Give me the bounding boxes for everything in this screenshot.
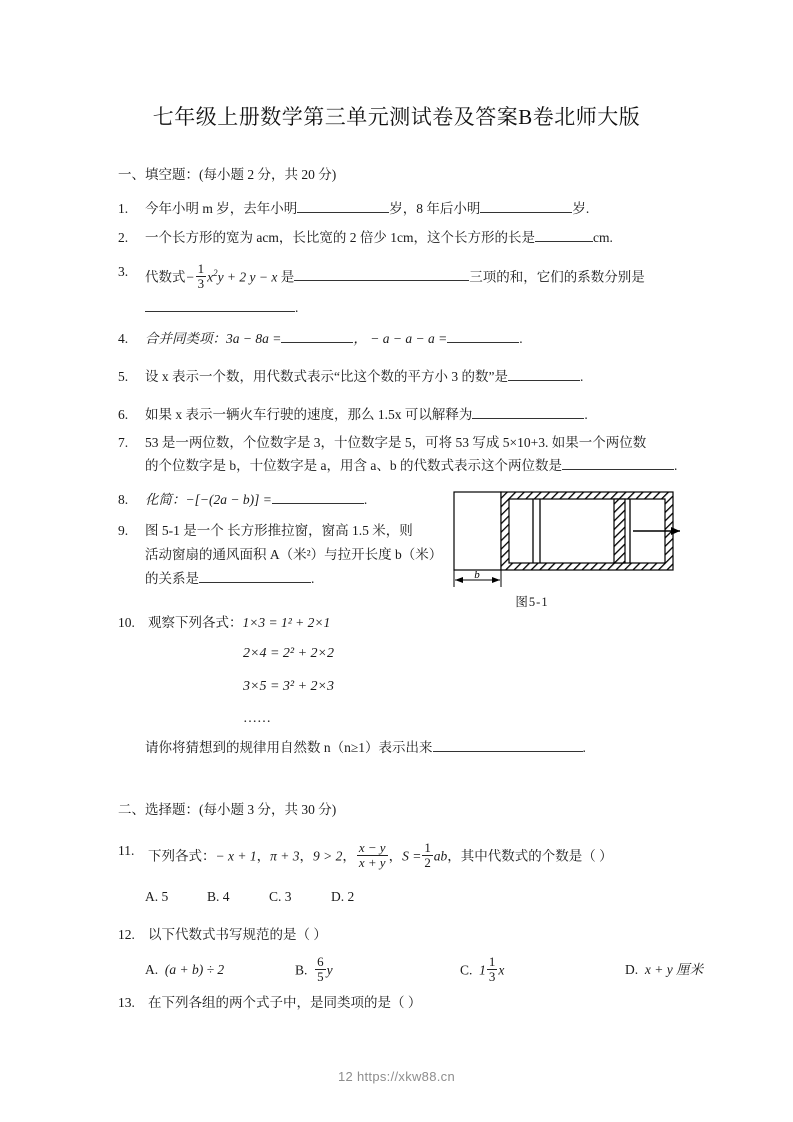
option-label: A.	[145, 889, 159, 904]
question-number: 12.	[118, 927, 135, 942]
option-text: 2	[347, 889, 355, 904]
pattern-equation-3-row	[243, 679, 334, 695]
option-label: C.	[460, 962, 473, 978]
answer-blank[interactable]	[480, 199, 572, 213]
option-text: x + y 厘米	[644, 962, 704, 978]
fraction-denominator: 2	[424, 854, 431, 870]
question-number: 3.	[118, 264, 129, 279]
question-3-line2	[145, 298, 298, 318]
fraction-numerator: 1	[424, 840, 431, 855]
question-number: 5.	[118, 369, 129, 384]
pattern-equation-2: 2×4 = 2² + 2×2	[243, 646, 334, 661]
option-b[interactable]	[295, 955, 460, 984]
expression-item-5-prefix: S =	[402, 848, 422, 864]
pattern-ellipsis-row	[243, 711, 271, 727]
answer-blank[interactable]	[562, 456, 674, 470]
answer-blank[interactable]	[281, 329, 353, 343]
option-label: B.	[207, 889, 220, 904]
fraction-numerator: 6	[317, 954, 324, 969]
answer-blank[interactable]	[433, 738, 583, 752]
question-2	[118, 228, 613, 248]
option-b[interactable]	[207, 889, 269, 905]
option-label: D.	[331, 889, 345, 904]
question-text: 设 x 表示一个数，用代数式表示“比这个数的平方小 3 的数”是	[145, 369, 508, 384]
question-13	[118, 993, 421, 1013]
variable-x: x	[207, 269, 214, 285]
question-text: 化简：−[−(2a − b)] =	[145, 492, 272, 507]
question-text: .	[582, 740, 586, 755]
question-text: 观察下列各式：	[148, 615, 243, 630]
figure-caption: 图5-1	[515, 595, 549, 609]
question-text: 53 是一两位数，个位数字是 3，十位数字是 5，可将 53 写成 5×10+3. 如果一个两位数	[145, 435, 647, 450]
fraction-numerator: x − y	[358, 840, 386, 855]
mixed-number-whole: 1	[479, 962, 486, 978]
question-7-line2	[145, 456, 677, 476]
exponent: 2	[213, 267, 218, 278]
option-text: 3	[284, 889, 292, 904]
question-text: ， − a − a − a =	[353, 331, 448, 346]
question-6	[118, 405, 588, 425]
question-number: 6.	[118, 407, 129, 422]
question-text: 以下代数式书写规范的是（ ）	[148, 927, 327, 942]
answer-blank[interactable]	[508, 367, 580, 381]
question-text: 今年小明 m 岁，去年小明	[145, 201, 298, 216]
question-text: 是	[280, 269, 295, 285]
pattern-equation-1: 1×3 = 1² + 2×1	[242, 615, 331, 630]
option-c[interactable]	[269, 889, 331, 905]
page-title: 七年级上册数学第三单元测试卷及答案B卷北师大版	[152, 105, 641, 129]
option-label: A.	[145, 962, 159, 978]
option-text: y	[326, 962, 333, 978]
question-10	[118, 613, 330, 633]
answer-blank[interactable]	[272, 490, 364, 504]
question-7	[118, 433, 646, 453]
question-number: 4.	[118, 331, 129, 346]
option-a[interactable]	[145, 889, 207, 905]
question-text: 一个长方形的宽为 acm，长比宽的 2 倍少 1cm，这个长方形的长是	[145, 230, 535, 245]
expression-tail: y + 2 y − x	[217, 269, 278, 285]
question-text: ，其中代数式的个数是（ ）	[447, 848, 613, 864]
dimension-arrow-left	[455, 577, 463, 583]
question-12	[118, 925, 327, 945]
question-text: 图 5-1 是一个 长方形推拉窗，窗高 1.5 米，则	[145, 523, 413, 538]
fraction-one-third	[196, 262, 206, 291]
expression-item-2: π + 3	[270, 848, 300, 864]
question-text: 代数式	[145, 269, 186, 285]
question-text: 下列各式：	[148, 848, 216, 864]
window-diagram-svg	[452, 487, 687, 592]
option-label: D.	[625, 962, 639, 978]
question-text: 的关系是	[145, 571, 199, 586]
question-number: 1.	[118, 201, 129, 216]
question-text: 岁，8 年后小明	[389, 201, 481, 216]
question-text: .	[584, 407, 588, 422]
question-9-line3	[145, 569, 314, 589]
question-text: 活动窗扇的通风面积 A（米²）与拉开长度 b（米）	[145, 547, 443, 562]
question-1	[118, 199, 589, 219]
question-11: 11. 下列各式：− x + 1，π + 3，9 > 2， $\frac{x - y}{x + y}$ ，S = $\frac{1}{2}$ ab，其中代数式的个数是（ ）	[118, 840, 613, 870]
question-9	[118, 521, 413, 541]
answer-blank[interactable]	[472, 405, 584, 419]
expression-item-5-tail: ab	[433, 848, 448, 864]
question-number: 10.	[118, 615, 135, 630]
question-text: 在下列各组的两个式子中，是同类项的是（ ）	[148, 995, 422, 1010]
question-text: .	[673, 458, 678, 473]
fraction-denominator: 5	[317, 968, 324, 984]
question-text: cm.	[592, 230, 613, 245]
fraction-one-half	[422, 841, 432, 870]
fraction-denominator: x + y	[358, 854, 386, 870]
answer-blank[interactable]	[535, 228, 593, 242]
expression-item-1: − x + 1	[215, 848, 257, 864]
question-12-options	[145, 955, 703, 984]
question-text: 如果 x 表示一辆火车行驶的速度，那么 1.5x 可以解释为	[145, 407, 473, 422]
fraction-numerator: 1	[488, 954, 496, 969]
option-d[interactable]	[625, 958, 703, 978]
option-text: x	[498, 962, 505, 978]
question-5	[118, 367, 583, 387]
footer-watermark: 12 https://xkw88.cn	[338, 1069, 455, 1084]
option-text: 4	[222, 889, 230, 904]
question-number: 13.	[118, 995, 135, 1010]
question-number: 9.	[118, 523, 129, 538]
question-number: 8.	[118, 492, 129, 507]
question-text: .	[579, 369, 584, 384]
section-heading-fill-in-blank: 一、填空题：(每小题 2 分，共 20 分)	[118, 167, 337, 182]
fraction-numerator: 1	[197, 261, 205, 276]
pattern-ellipsis: ……	[243, 711, 271, 726]
fraction-six-fifths	[315, 955, 325, 984]
pattern-equation-3: 3×5 = 3² + 2×3	[243, 679, 334, 694]
option-a[interactable]	[145, 962, 295, 978]
minus-sign: −	[185, 269, 195, 285]
sliding-window-figure	[452, 487, 687, 597]
question-number: 2.	[118, 230, 129, 245]
question-4	[118, 329, 523, 349]
pattern-equation-2-row	[243, 646, 334, 662]
question-text: .	[363, 492, 368, 507]
fraction-denominator: 3	[197, 275, 205, 291]
question-text: .	[519, 331, 523, 346]
question-number: 11.	[118, 843, 135, 858]
direction-arrow-head	[671, 527, 680, 535]
expression-item-3: 9 > 2	[312, 848, 343, 864]
question-3	[118, 262, 645, 291]
option-c[interactable]	[460, 955, 625, 984]
answer-blank[interactable]	[297, 199, 389, 213]
question-text: .	[295, 300, 299, 315]
dimension-label-b: b	[474, 569, 480, 581]
answer-blank[interactable]	[447, 329, 519, 343]
window-open-gap	[454, 492, 501, 570]
question-11-options	[145, 889, 354, 905]
question-text: 的个位数字是 b，十位数字是 a，用含 a、b 的代数式表示这个两位数是	[145, 458, 562, 473]
fraction-denominator: 3	[488, 968, 496, 984]
window-sash-bar	[614, 499, 625, 563]
option-label: B.	[295, 962, 308, 978]
question-text: 请你将猜想到的规律用自然数 n（n≥1）表示出来	[145, 740, 433, 755]
option-text: (a + b) ÷ 2	[164, 962, 225, 978]
option-label: C.	[269, 889, 282, 904]
fraction-xminusy-over-xplusy	[357, 841, 388, 870]
option-text: 5	[161, 889, 169, 904]
answer-blank[interactable]	[294, 268, 469, 282]
question-text: 三项的和，它们的系数分别是	[469, 269, 645, 285]
question-9-line2	[145, 545, 442, 565]
question-8	[118, 490, 367, 510]
dimension-arrow-right	[492, 577, 500, 583]
question-text: 岁.	[572, 201, 590, 216]
option-d[interactable]	[331, 889, 354, 905]
answer-blank[interactable]	[199, 569, 311, 583]
question-10-tail	[145, 738, 586, 758]
question-text: .	[311, 571, 315, 586]
answer-blank[interactable]	[145, 298, 295, 312]
question-text: 合并同类项：3a − 8a =	[145, 331, 282, 346]
section-heading-multiple-choice: 二、选择题：(每小题 3 分，共 30 分)	[118, 802, 337, 817]
fraction-one-third	[487, 955, 497, 984]
question-number: 7.	[118, 435, 129, 450]
